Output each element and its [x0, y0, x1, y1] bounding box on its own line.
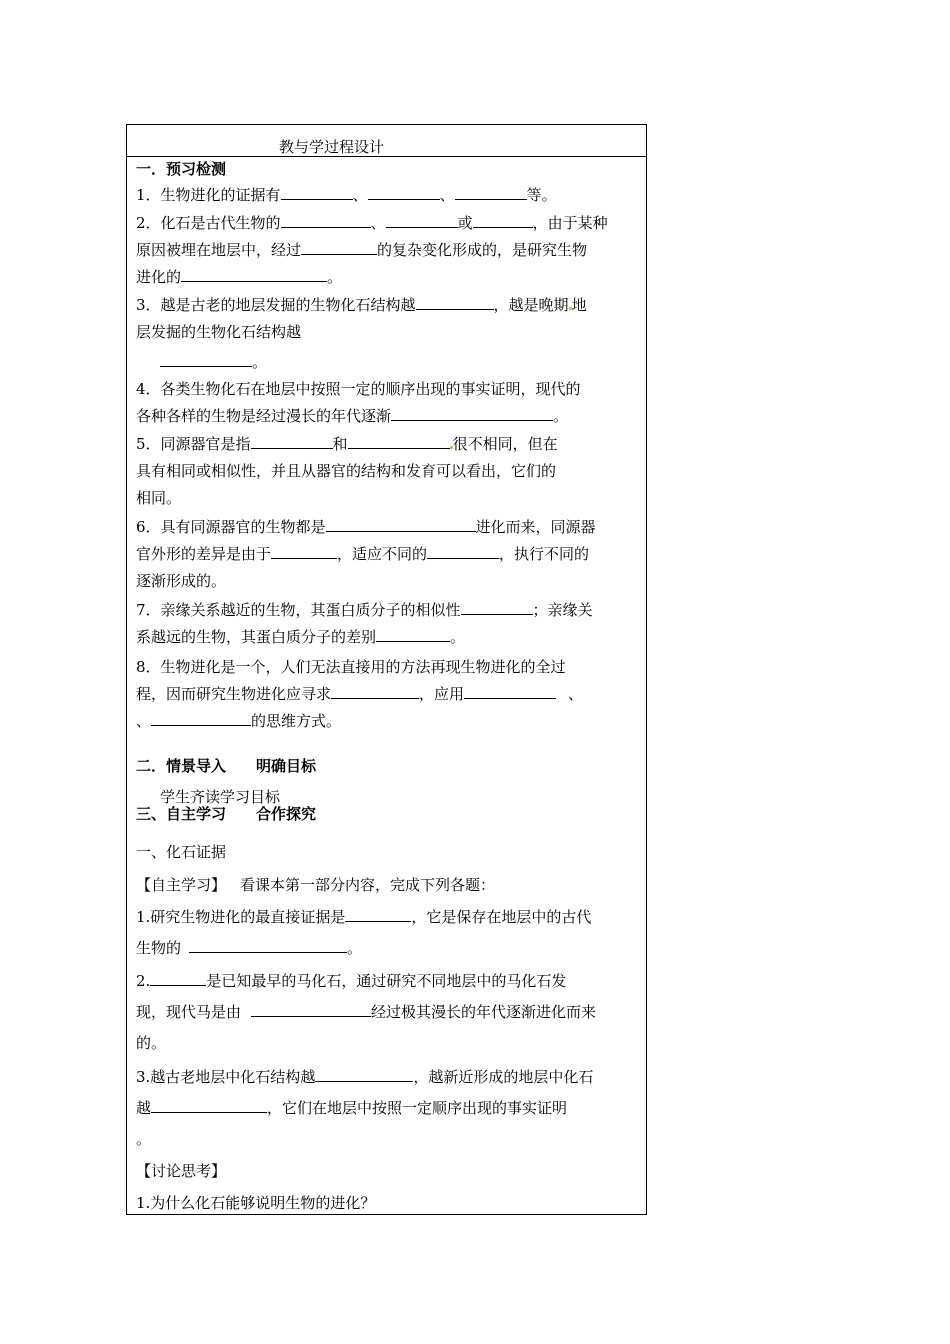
p1-line-2: 生物的 。	[136, 939, 363, 957]
section-2-subtext: 学生齐读学习目标	[160, 788, 281, 806]
p3-line-3: 。	[136, 1130, 152, 1148]
p1-line-1: 1.研究生物进化的最直接证据是 ，它是保存在地层中的古代	[136, 908, 592, 926]
blank[interactable]	[281, 185, 353, 200]
blank[interactable]	[386, 213, 458, 228]
q4-line-1: 4．各类生物化石在地层中按照一定的顺序出现的事实证明，现代的	[136, 380, 581, 398]
blank[interactable]	[251, 1002, 371, 1017]
blank[interactable]	[455, 185, 527, 200]
blank[interactable]	[281, 213, 371, 228]
q8-line-3: 、 的思维方式。	[136, 712, 342, 730]
discussion-question-1: 1.为什么化石能够说明生物的进化？	[136, 1194, 376, 1212]
q8-line-1: 8．生物进化是一个，人们无法直接用的方法再现生物进化的全过	[136, 658, 566, 676]
table-header-row	[127, 125, 646, 157]
section-3-heading: 三、自主学习 合作探究	[136, 805, 317, 823]
blank[interactable]	[461, 600, 533, 615]
q4-line-2: 各种各样的生物是经过漫长的年代逐渐 。	[136, 407, 569, 425]
q6-line-3: 逐渐形成的。	[136, 572, 227, 590]
q3-line-2: 层发掘的生物化石结构越	[136, 323, 302, 341]
blank[interactable]	[251, 434, 333, 449]
blank[interactable]	[271, 544, 337, 559]
blank[interactable]	[368, 185, 440, 200]
q6-line-2: 官外形的差异是由于 ，适应不同的 ，执行不同的	[136, 545, 590, 563]
q7-line-2: 系越远的生物，其蛋白质分子的差别 。	[136, 628, 466, 646]
q3-line-1: 3．越是古老的地层发掘的生物化石结构越 ，越是晚期 地	[136, 296, 587, 314]
blank[interactable]	[150, 971, 206, 986]
fossil-evidence-subheading: 一、化石证据	[136, 843, 227, 861]
blank[interactable]	[151, 1098, 267, 1113]
p2-line-2: 现，现代马是由 经过极其漫长的年代逐渐进化而来	[136, 1003, 597, 1021]
blank[interactable]	[348, 434, 450, 449]
q3-line-3: 。	[160, 352, 267, 372]
blank[interactable]	[464, 684, 556, 699]
blank[interactable]	[416, 295, 494, 310]
q2-line-1: 2．化石是古代生物的 、 或 ，由于某种	[136, 214, 608, 232]
q6-line-1: 6．具有同源器官的生物都是 进化而来，同源器	[136, 518, 596, 536]
blank[interactable]	[181, 267, 327, 282]
p3-line-2: 越 ，它们在地层中按照一定顺序出现的事实证明	[136, 1099, 568, 1117]
self-study-label: 【自主学习】	[136, 876, 227, 894]
blank[interactable]	[301, 240, 377, 255]
q1-line: 1．生物进化的证据有 、 、 等。	[136, 186, 557, 204]
blank[interactable]	[391, 406, 553, 421]
blank[interactable]	[331, 684, 419, 699]
p2-line-3: 的。	[136, 1034, 167, 1052]
blank[interactable]	[345, 907, 411, 922]
discussion-label: 【讨论思考】	[136, 1162, 227, 1180]
section-2-heading: 二．情景导入 明确目标	[136, 757, 317, 775]
lesson-table	[126, 124, 647, 1215]
blank[interactable]	[315, 1067, 413, 1082]
q7-line-1: 7．亲缘关系越近的生物，其蛋白质分子的相似性 ；亲缘关	[136, 601, 593, 619]
q8-line-2: 程，因而研究生物进化应寻求 ，应用 、	[136, 685, 584, 703]
blank[interactable]	[151, 711, 251, 726]
table-title: 教与学过程设计	[279, 138, 385, 156]
self-study-line: 【自主学习】 看课本第一部分内容，完成下列各题：	[136, 876, 496, 894]
q5-line-3: 相同。	[136, 489, 182, 507]
blank[interactable]	[326, 517, 476, 532]
q1-text: 1．生物进化的证据有	[136, 186, 281, 204]
blank[interactable]	[160, 352, 252, 367]
p2-line-1: 2. 是已知最早的马化石，通过研究不同地层中的马化石发	[136, 972, 567, 990]
blank[interactable]	[427, 544, 499, 559]
q5-line-2: 具有相同或相似性，并且从器官的结构和发育可以看出，它们的	[136, 462, 557, 480]
p3-line-1: 3.越古老地层中化石结构越 ，越新近形成的地层中化石	[136, 1068, 594, 1086]
blank[interactable]	[473, 213, 533, 228]
q2-line-2: 原因被埋在地层中，经过 的复杂变化形成的，是研究生物	[136, 241, 588, 259]
blank[interactable]	[189, 938, 347, 953]
blank[interactable]	[376, 627, 450, 642]
q2-line-3: 进化的 。	[136, 268, 343, 286]
section-1-heading: 一．预习检测	[136, 160, 227, 178]
q5-line-1: 5．同源器官是指 和 很不相同，但在	[136, 435, 558, 453]
